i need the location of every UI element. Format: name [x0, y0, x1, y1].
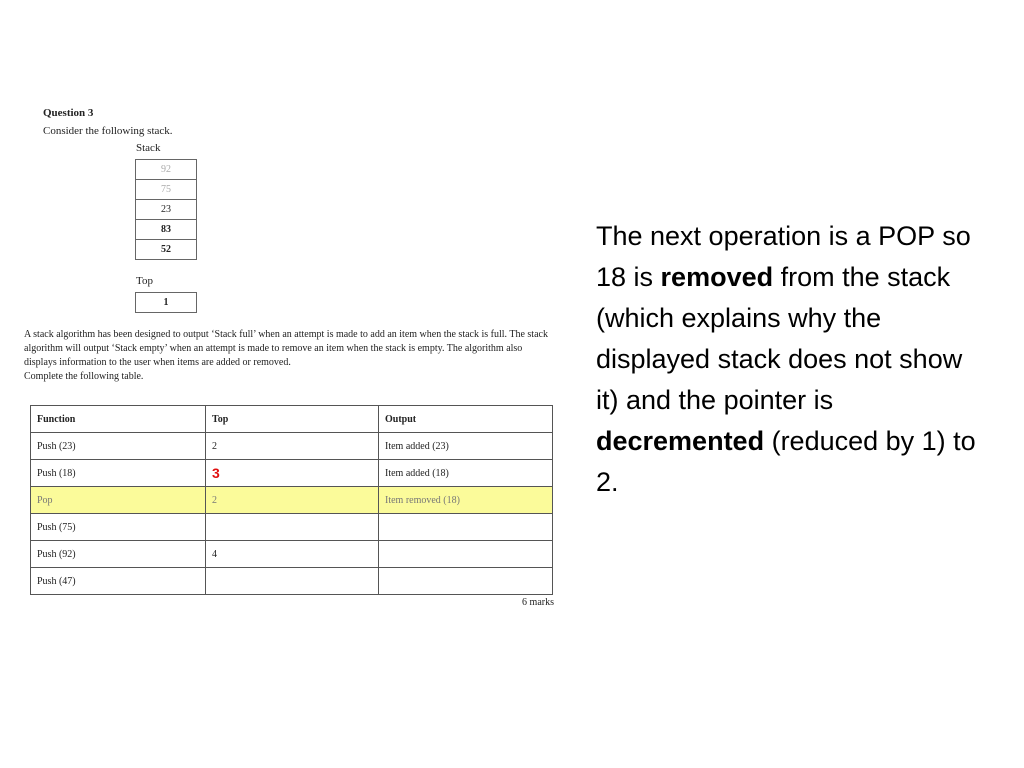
table-header-row [31, 406, 553, 433]
stack-diagram [135, 159, 197, 260]
question-title: Question 3 [43, 107, 94, 119]
table-row [31, 433, 553, 460]
header-top: Top [206, 406, 379, 433]
cell-function: Push (92) [31, 541, 206, 568]
question-intro: Consider the following stack. [43, 125, 173, 137]
header-function: Function [31, 406, 206, 433]
cell-output [379, 568, 553, 595]
header-output: Output [379, 406, 553, 433]
table-row [31, 568, 553, 595]
description-text: A stack algorithm has been designed to output ‘Stack full’ when an attempt is made to add an item when the stack is full. The stack algorithm will output ‘Stack empty’ when an attempt is made to remove an item when the stack is empty. The algorithm also displays information to the user when items are added or removed. [24, 329, 548, 368]
stack-cell: 75 [136, 180, 196, 200]
cell-output: Item removed (18) [379, 487, 553, 514]
explanation-text [596, 216, 986, 503]
question-description [24, 328, 554, 384]
stack-label: Stack [136, 142, 161, 154]
stack-cell: 83 [136, 220, 196, 240]
stack-cell: 92 [136, 160, 196, 180]
answer-table [30, 405, 553, 595]
cell-function: Push (75) [31, 514, 206, 541]
red-annotation: 3 [212, 465, 220, 481]
cell-top: 4 [206, 541, 379, 568]
cell-top [206, 568, 379, 595]
cell-output: Item added (23) [379, 433, 553, 460]
cell-function: Push (23) [31, 433, 206, 460]
cell-function: Pop [31, 487, 206, 514]
table-row [31, 514, 553, 541]
cell-output: Item added (18) [379, 460, 553, 487]
cell-output [379, 514, 553, 541]
cell-top: 2 [206, 487, 379, 514]
explanation-bold: decremented [596, 426, 765, 456]
cell-output [379, 541, 553, 568]
cell-top: 2 [206, 433, 379, 460]
top-label: Top [136, 275, 153, 287]
cell-function: Push (18) [31, 460, 206, 487]
top-pointer-box: 1 [135, 292, 197, 313]
table-row [31, 541, 553, 568]
cell-top [206, 514, 379, 541]
cell-function: Push (47) [31, 568, 206, 595]
explanation-bold: removed [660, 262, 774, 292]
explanation-part: (reduced by 1) to 2. [596, 426, 976, 497]
explanation-part: The next operation is a POP so 18 is [596, 221, 971, 292]
explanation-part: from the stack (which explains why the displayed stack does not show it) and the pointer is [596, 262, 963, 415]
stack-cell: 52 [136, 240, 196, 260]
instruction-text: Complete the following table. [24, 371, 144, 382]
table-row-highlighted [31, 487, 553, 514]
marks-label: 6 marks [522, 597, 554, 608]
cell-top-annotated [206, 460, 379, 487]
table-row [31, 460, 553, 487]
stack-cell: 23 [136, 200, 196, 220]
